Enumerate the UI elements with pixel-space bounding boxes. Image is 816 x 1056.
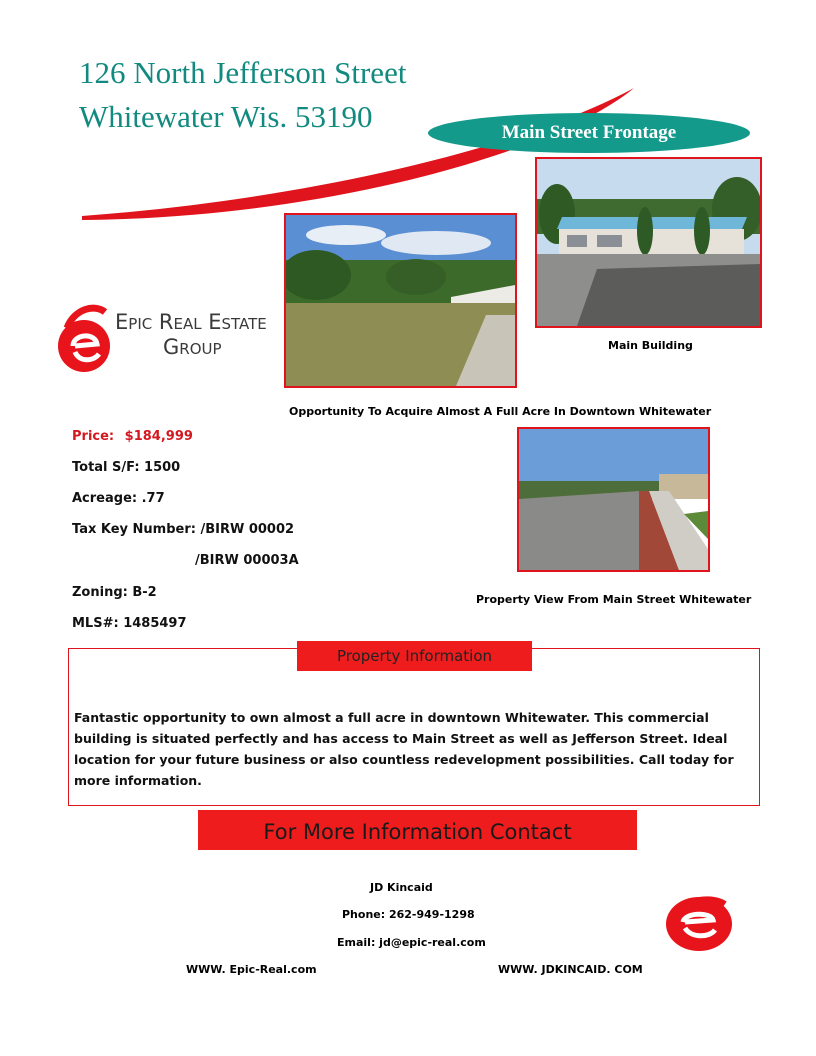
contact-email[interactable]: Email: jd@epic-real.com bbox=[337, 936, 486, 949]
price bbox=[72, 429, 193, 444]
frontage-badge: Main Street Frontage bbox=[428, 113, 750, 153]
total-square-feet: Total S/F: 1500 bbox=[72, 460, 181, 475]
lot-photo bbox=[284, 213, 517, 388]
mls-number: MLS#: 1485497 bbox=[72, 616, 187, 631]
address-line-2: Whitewater Wis. 53190 bbox=[79, 99, 373, 134]
lot-photo-caption: Opportunity To Acquire Almost A Full Acre In Downtown Whitewater bbox=[289, 405, 712, 418]
epic-logo-icon-small bbox=[663, 890, 735, 954]
contact-heading: For More Information Contact bbox=[198, 810, 637, 850]
contact-phone: Phone: 262-949-1298 bbox=[342, 908, 475, 921]
tax-key-number-2: /BIRW 00003A bbox=[195, 553, 299, 568]
website-link-epic[interactable]: WWW. Epic-Real.com bbox=[186, 963, 317, 976]
epic-logo-icon bbox=[57, 298, 111, 374]
street-view-caption: Property View From Main Street Whitewater bbox=[476, 593, 752, 606]
main-building-caption: Main Building bbox=[608, 339, 693, 352]
logo-text-line-2: Group bbox=[163, 335, 222, 359]
street-view-photo bbox=[517, 427, 710, 572]
tax-key-number: Tax Key Number: /BIRW 00002 bbox=[72, 522, 295, 537]
zoning: Zoning: B-2 bbox=[72, 585, 157, 600]
address-line-1: 126 North Jefferson Street bbox=[79, 55, 407, 90]
logo-text-line-1: Epic Real Estate bbox=[115, 310, 267, 334]
property-description: Fantastic opportunity to own almost a full acre in downtown Whitewater. This commercial building is situated perfectly and has access to Main Street as well as Jefferson Street. Ideal location for your future business or also countless redevelopment possibilities. Call today for more information. bbox=[74, 710, 734, 788]
contact-name: JD Kincaid bbox=[370, 881, 433, 894]
property-info-heading: Property Information bbox=[297, 641, 532, 671]
price-label: Price: bbox=[72, 429, 115, 444]
acreage: Acreage: .77 bbox=[72, 491, 165, 506]
main-building-photo bbox=[535, 157, 762, 328]
website-link-jdkincaid[interactable]: WWW. JDKINCAID. COM bbox=[498, 963, 643, 976]
price-value: $184,999 bbox=[124, 429, 193, 444]
